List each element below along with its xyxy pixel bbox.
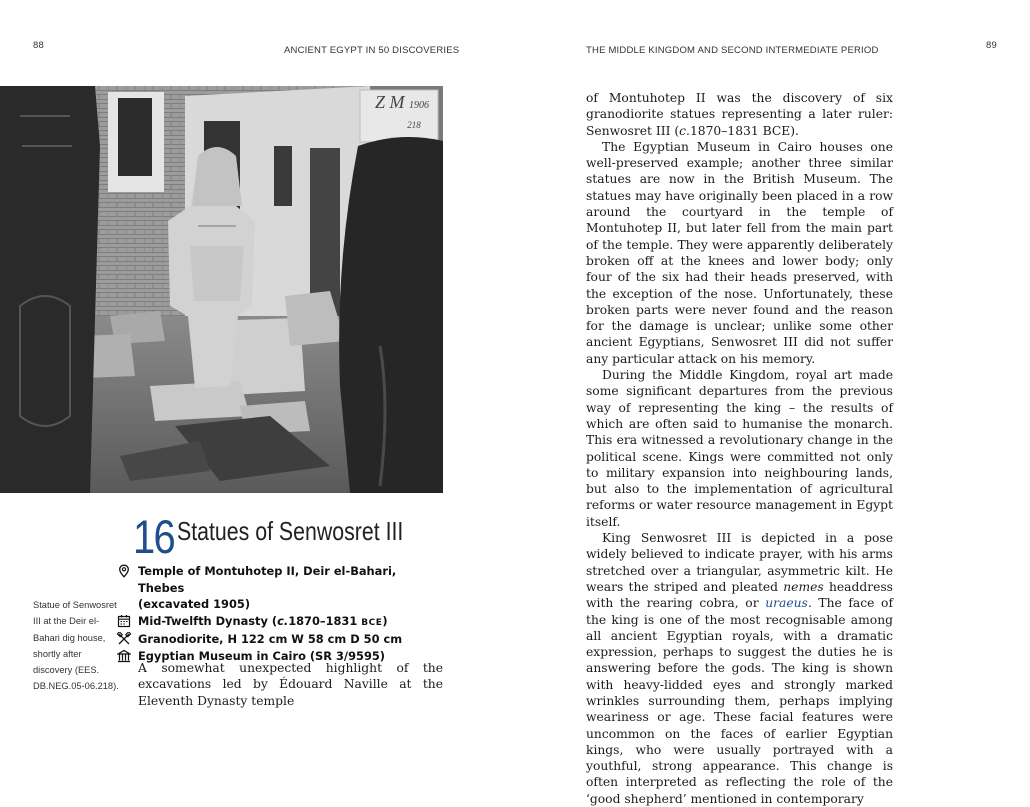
paragraph-4-text-c: . The face of the king is one of the most recognisable among all ancient Egyptian royals, with a dramatic expression, perhaps to suggest the duties he is answering before the gods. The king is shown with heavy-lidded eyes and strongly marked wrinkles surrounding them, perhaps implying weariness or age. These facial features were uncommon on the faces of earlier Egyptian kings, who were usually portrayed with a youthful, strong appearance. This change is often interpreted as reflecting the role of the ‘good shepherd’ mentioned in contemporary — [586, 596, 894, 806]
left-body-text — [138, 660, 443, 709]
fact-date-circa: c. — [277, 613, 289, 628]
left-paragraph: A somewhat unexpected highlight of the excavations led by Édouard Naville at the Eleventh Dynasty temple — [138, 661, 443, 708]
term-nemes: nemes — [783, 579, 824, 594]
chapter-title: Statues of Senwosret III — [177, 516, 404, 546]
right-body-text — [586, 90, 893, 807]
paragraph-4-text-b: headdress with the rearing cobra, or — [586, 579, 893, 611]
fact-material-text: Granodiorite, H 122 cm W 58 cm D 50 cm — [138, 632, 403, 646]
paragraph-1 — [586, 90, 893, 139]
fact-location — [116, 563, 446, 613]
fact-location-line1: Temple of Montuhotep II, Deir el-Bahari, Thebes — [138, 564, 397, 595]
fact-location-line2: (excavated 1905) — [138, 597, 251, 611]
fact-museum-text: Egyptian Museum in Cairo (SR 3/9595) — [138, 648, 385, 663]
fact-date-text — [138, 613, 388, 632]
left-page-number: 88 — [33, 40, 44, 51]
fact-date-suffix: ) — [382, 613, 388, 628]
paragraph-1-circa: c. — [679, 123, 690, 138]
paragraph-1-text-a: of Montuhotep II was the discovery of six granodiorite statues representing a later ruler: Senwosret III ( — [586, 91, 893, 138]
stamp-letters: Z M — [374, 92, 405, 112]
left-running-title: ANCIENT EGYPT IN 50 DISCOVERIES — [284, 45, 460, 56]
paragraph-4-text-a: King Senwosret III is depicted in a pose widely believed to indicate prayer, with his arms stretched over a triangular, asymmetric kilt. He wears the striped and pleated — [586, 531, 893, 594]
term-uraeus: uraeus — [765, 596, 808, 611]
photo-caption: Statue of Senwosret III at the Deir el-Bahari dig house, shortly after discovery (EES. DB.NEG.05-06.218). — [33, 600, 119, 692]
fact-date — [116, 613, 446, 632]
fact-material — [116, 631, 446, 648]
archive-stamp — [370, 94, 434, 133]
fact-date-prefix: Mid-Twelfth Dynasty ( — [138, 613, 278, 628]
fact-date-era: BCE — [361, 617, 383, 628]
right-running-title: THE MIDDLE KINGDOM AND SECOND INTERMEDIATE PERIOD — [586, 45, 879, 56]
paragraph-2: The Egyptian Museum in Cairo houses one well-preserved example; another three similar statues are now in the British Museum. The statues may have originally been placed in a row around the courtyard in the temple of Montuhotep II, but later fell from the main part of the temple. They were apparently deliberately broken off at the knees and lower body; only four of the six had their heads preserved, with the exception of the nose. Unfortunately, these broken parts were never found and the reason for the damage is unclear; unlike some other ancient Egyptians, Senwosret III did not suffer any particular attack on his memory. — [586, 139, 893, 366]
fact-date-range: 1870–1831 — [288, 613, 362, 628]
paragraph-1-text-b: 1870–1831 BCE). — [689, 123, 799, 138]
paragraph-3: During the Middle Kingdom, royal art made some significant departures from the previous way of representing the king – the results of which are often said to humanise the monarch. This era witnessed a revolutionary change in the political scene. Kings were committed not only to military expansion into neighbouring lands, but also to the implementation of agricultural reforms or water resource management in Egypt itself. — [586, 368, 893, 529]
map-pin-icon — [116, 563, 132, 579]
fact-location-text — [138, 563, 446, 613]
stamp-number: 218 — [407, 120, 421, 130]
statue-photograph — [0, 86, 443, 493]
paragraph-4 — [586, 530, 893, 807]
fact-list — [116, 563, 446, 664]
chapter-number: 16 — [133, 510, 175, 563]
stamp-year: 1906 — [409, 100, 429, 111]
right-page-number: 89 — [986, 40, 997, 51]
